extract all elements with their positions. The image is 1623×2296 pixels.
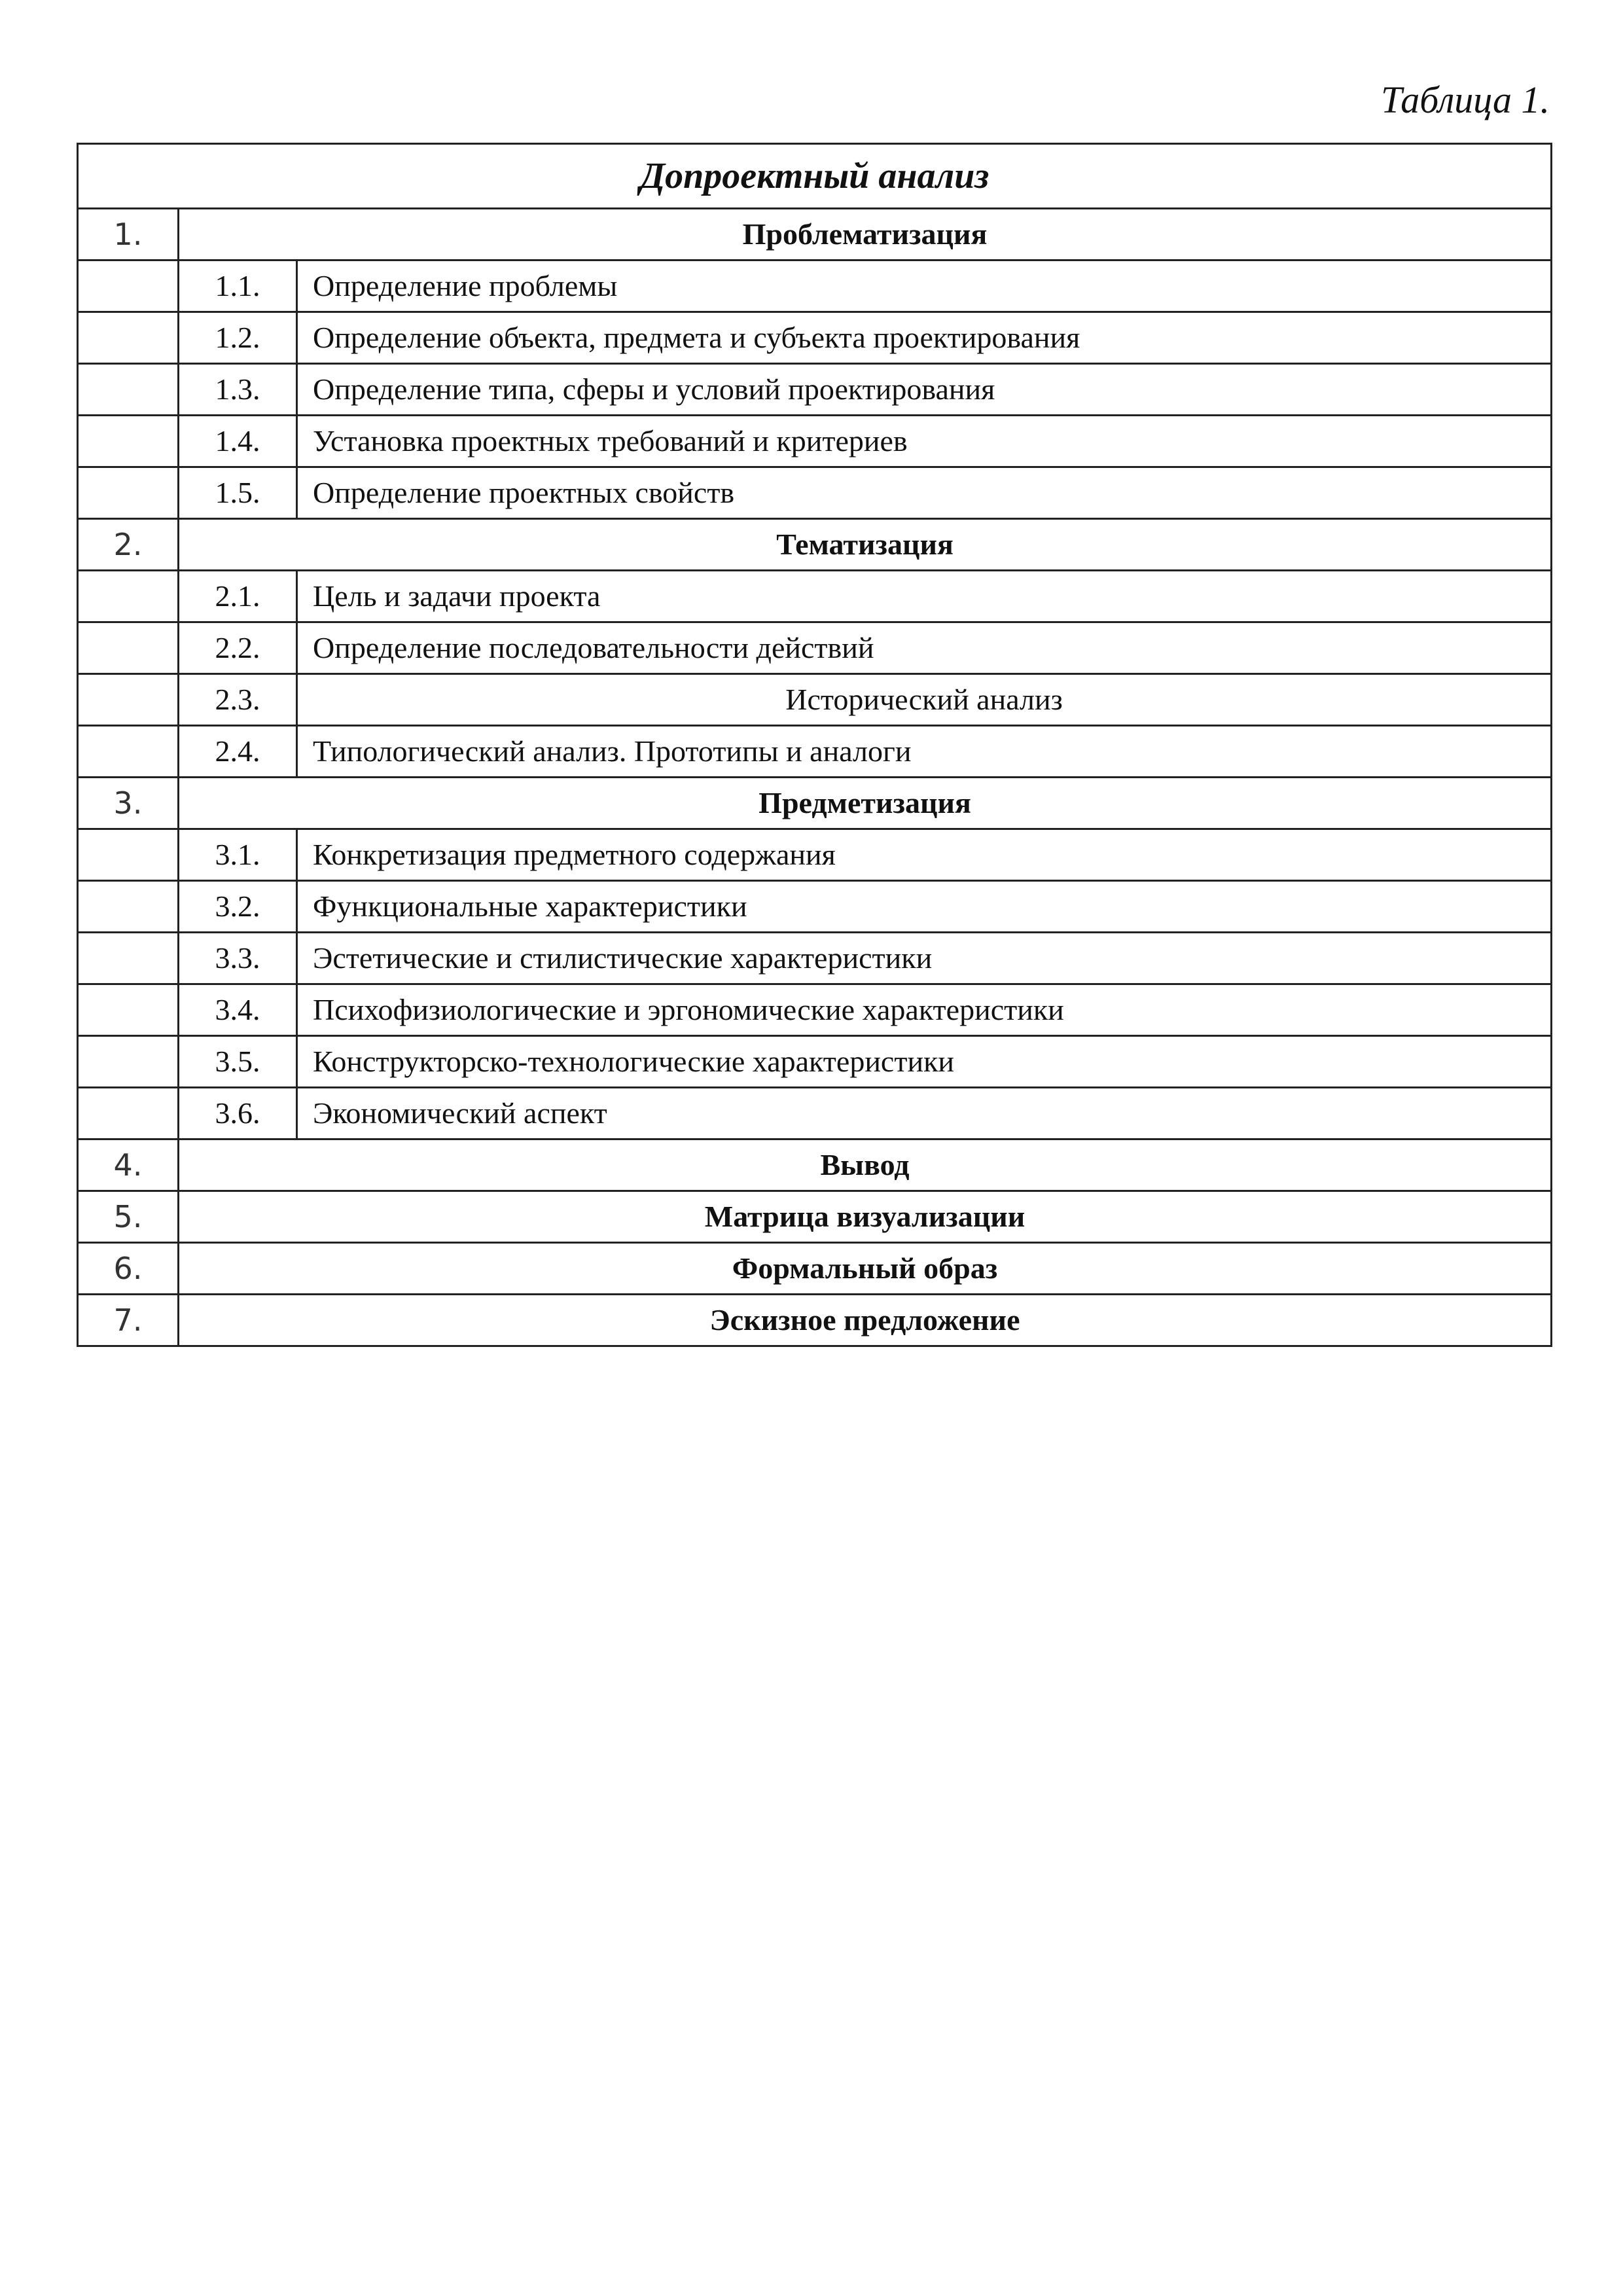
empty-cell [78,622,179,674]
empty-cell [78,1036,179,1088]
section-title: Вывод [179,1139,1552,1191]
section-number: 7. [78,1295,179,1346]
subsection-title: Определение последовательности действий [297,622,1552,674]
empty-cell [78,312,179,364]
subsection-title: Эстетические и стилистические характеристики [297,933,1552,984]
subsection-number: 3.1. [179,829,297,881]
subsection-row [78,829,1552,881]
table-title-row [78,144,1552,209]
subsection-title: Типологический анализ. Прототипы и аналоги [297,726,1552,778]
empty-cell [78,571,179,622]
subsection-number: 3.5. [179,1036,297,1088]
subsection-row [78,1036,1552,1088]
section-number: 6. [78,1243,179,1295]
subsection-number: 1.4. [179,416,297,467]
empty-cell [78,260,179,312]
subsection-title: Экономический аспект [297,1088,1552,1139]
subsection-row [78,416,1552,467]
section-row [78,519,1552,571]
subsection-title: Определение типа, сферы и условий проектирования [297,364,1552,416]
subsection-number: 2.3. [179,674,297,726]
section-number: 3. [78,778,179,829]
subsection-number: 3.3. [179,933,297,984]
subsection-title: Функциональные характеристики [297,881,1552,933]
subsection-row [78,1088,1552,1139]
table-caption: Таблица 1. [1381,79,1550,121]
subsection-number: 3.2. [179,881,297,933]
empty-cell [78,364,179,416]
section-row [78,778,1552,829]
subsection-row [78,933,1552,984]
subsection-row [78,984,1552,1036]
subsection-title: Определение проектных свойств [297,467,1552,519]
section-row [78,1139,1552,1191]
subsection-title: Конструкторско-технологические характеристики [297,1036,1552,1088]
subsection-number: 2.4. [179,726,297,778]
subsection-title: Конкретизация предметного содержания [297,829,1552,881]
section-title: Эскизное предложение [179,1295,1552,1346]
section-title: Формальный образ [179,1243,1552,1295]
subsection-number: 1.1. [179,260,297,312]
subsection-row [78,467,1552,519]
section-title: Предметизация [179,778,1552,829]
subsection-number: 1.3. [179,364,297,416]
subsection-row [78,726,1552,778]
subsection-row [78,622,1552,674]
table-title: Допроектный анализ [78,144,1552,209]
subsection-row [78,260,1552,312]
subsection-number: 2.1. [179,571,297,622]
empty-cell [78,933,179,984]
subsection-number: 3.6. [179,1088,297,1139]
subsection-title: Психофизиологические и эргономические характеристики [297,984,1552,1036]
section-number: 1. [78,209,179,260]
section-row [78,1243,1552,1295]
empty-cell [78,674,179,726]
empty-cell [78,984,179,1036]
subsection-number: 2.2. [179,622,297,674]
subsection-number: 3.4. [179,984,297,1036]
section-title: Матрица визуализации [179,1191,1552,1243]
section-row [78,1295,1552,1346]
subsection-title: Определение проблемы [297,260,1552,312]
section-title: Тематизация [179,519,1552,571]
empty-cell [78,881,179,933]
subsection-title: Установка проектных требований и критериев [297,416,1552,467]
section-number: 2. [78,519,179,571]
section-row [78,1191,1552,1243]
empty-cell [78,416,179,467]
pre-project-analysis-table [77,143,1552,1347]
empty-cell [78,1088,179,1139]
subsection-number: 1.2. [179,312,297,364]
empty-cell [78,726,179,778]
empty-cell [78,467,179,519]
subsection-row [78,674,1552,726]
section-number: 4. [78,1139,179,1191]
subsection-title: Определение объекта, предмета и субъекта проектирования [297,312,1552,364]
subsection-row [78,364,1552,416]
subsection-row [78,571,1552,622]
subsection-title: Цель и задачи проекта [297,571,1552,622]
subsection-row [78,312,1552,364]
subsection-title: Исторический анализ [297,674,1552,726]
empty-cell [78,829,179,881]
subsection-row [78,881,1552,933]
section-row [78,209,1552,260]
subsection-number: 1.5. [179,467,297,519]
section-number: 5. [78,1191,179,1243]
section-title: Проблематизация [179,209,1552,260]
